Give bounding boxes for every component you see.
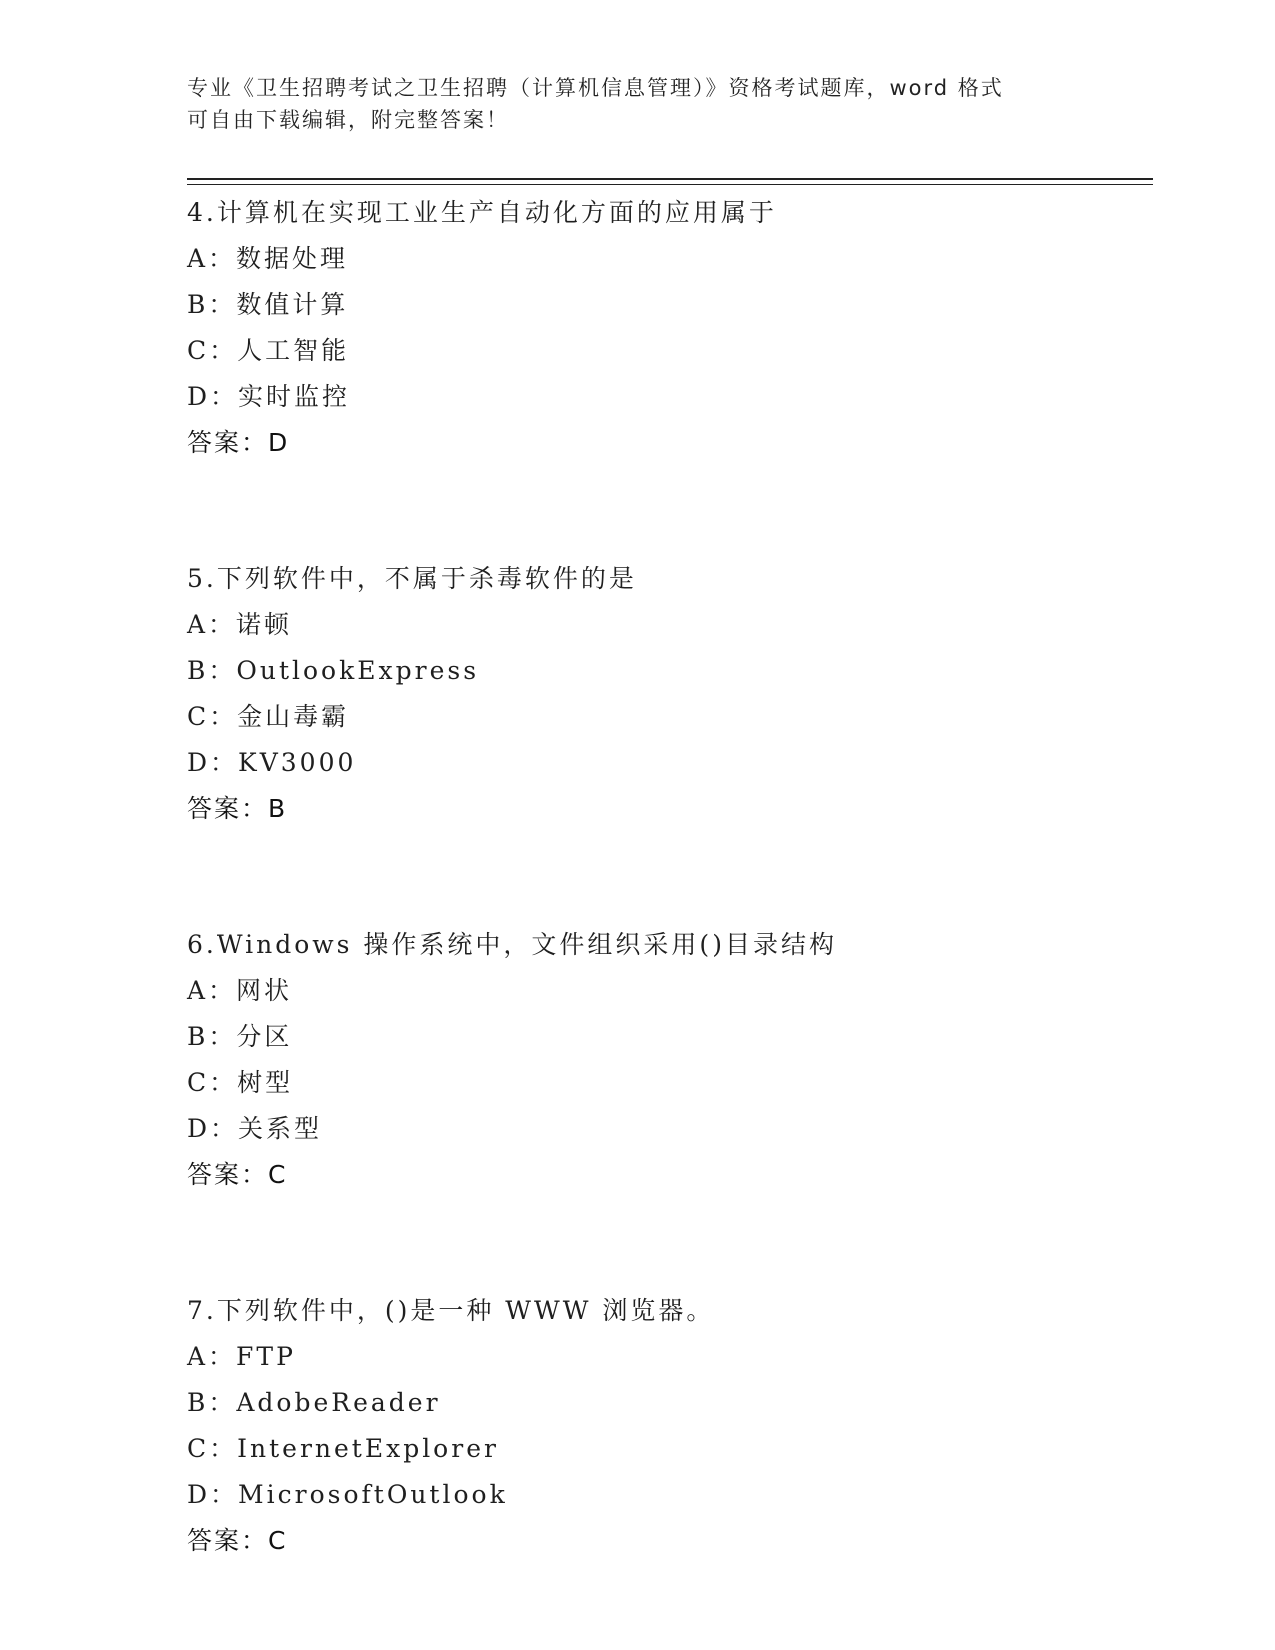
option-a: A：诺顿 [187, 610, 293, 639]
option-d: D：关系型 [187, 1114, 323, 1143]
option-d: D：实时监控 [187, 382, 351, 411]
option-a: A：网状 [187, 976, 293, 1005]
answer-line: 答案：D [187, 428, 290, 457]
answer-line: 答案：B [187, 794, 288, 823]
option-d: D：KV3000 [187, 748, 357, 777]
option-c: C：金山毒霸 [187, 702, 350, 731]
question-stem: 6.Windows 操作系统中，文件组织采用()目录结构 [187, 930, 837, 959]
option-a: A：FTP [187, 1342, 296, 1371]
question-5 [187, 556, 1153, 832]
option-c: C：InternetExplorer [187, 1434, 499, 1463]
question-list [187, 190, 1153, 1564]
option-a: A：数据处理 [187, 244, 349, 273]
question-stem: 7.下列软件中，()是一种 WWW 浏览器。 [187, 1296, 715, 1325]
question-spacer [187, 1198, 1153, 1288]
answer-line: 答案：C [187, 1160, 288, 1189]
option-c: C：人工智能 [187, 336, 350, 365]
option-b: B：OutlookExpress [187, 656, 480, 685]
answer-line: 答案：C [187, 1526, 288, 1555]
document-header [187, 72, 1087, 136]
question-6 [187, 922, 1153, 1198]
header-line-1: 专业《卫生招聘考试之卫生招聘（计算机信息管理）》资格考试题库，word 格式 [187, 76, 1004, 100]
question-7 [187, 1288, 1153, 1564]
question-spacer [187, 832, 1153, 922]
header-divider-thin [187, 184, 1153, 185]
question-stem: 4.计算机在实现工业生产自动化方面的应用属于 [187, 198, 777, 227]
option-b: B：分区 [187, 1022, 293, 1051]
option-b: B：数值计算 [187, 290, 349, 319]
question-4 [187, 190, 1153, 466]
option-c: C：树型 [187, 1068, 294, 1097]
option-b: B：AdobeReader [187, 1388, 441, 1417]
option-d: D：MicrosoftOutlook [187, 1480, 508, 1509]
header-divider-thick [187, 178, 1153, 180]
header-line-2: 可自由下载编辑，附完整答案！ [187, 108, 509, 132]
question-spacer [187, 466, 1153, 556]
question-stem: 5.下列软件中，不属于杀毒软件的是 [187, 564, 637, 593]
